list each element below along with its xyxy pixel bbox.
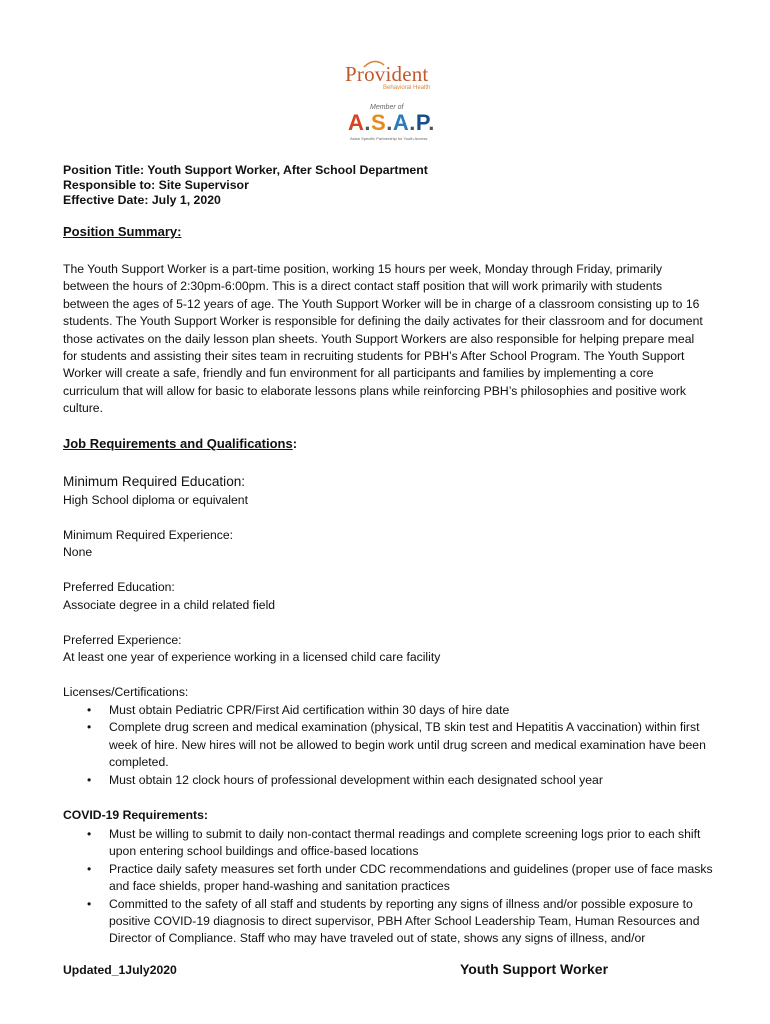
requirements-heading-colon: :	[292, 436, 298, 451]
asap-dot: .	[364, 110, 372, 135]
min-experience-value: None	[63, 545, 93, 559]
asap-dot: .	[386, 110, 393, 135]
bullet-icon: •	[87, 703, 92, 717]
asap-letter-s: S	[371, 110, 387, 135]
list-item-text: Complete drug screen and medical examination (physical, TB skin test and Hepatitis A vaccination) within first week of hire. New hires will not be allowed to begin work until drug screen and medical examination have been completed.	[109, 720, 706, 770]
asap-letter-a: A	[348, 110, 365, 135]
list-item-text: Committed to the safety of all staff and students by reporting any signs of illness and/or possible exposure to positive COVID-19 diagnosis to direct supervisor, PBH After School Leadership Team, Human Resources and Director of Compliance. Staff who may have traveled out of state, shows any signs of illness, and/or	[109, 896, 700, 946]
asap-logo	[348, 110, 435, 136]
list-item	[63, 826, 713, 861]
position-summary-heading: Position Summary:	[63, 224, 182, 239]
position-header	[63, 163, 428, 209]
footer-document-title: Youth Support Worker	[460, 961, 609, 977]
min-education-label: Minimum Required Education:	[63, 474, 246, 489]
min-experience-label: Minimum Required Experience:	[63, 528, 234, 542]
requirements-heading-wrap	[63, 436, 297, 451]
licenses-label: Licenses/Certifications:	[63, 685, 189, 699]
list-item-text: Practice daily safety measures set forth under CDC recommendations and guidelines (proper use of face masks and face shields, proper hand-washing and sanitation practices	[109, 861, 713, 894]
position-title: Position Title: Youth Support Worker, After School Department	[63, 163, 428, 177]
responsible-to: Responsible to: Site Supervisor	[63, 178, 249, 193]
min-education-value: High School diploma or equivalent	[63, 493, 248, 507]
list-item	[63, 896, 713, 948]
covid-heading: COVID-19 Requirements:	[63, 808, 208, 822]
list-item	[63, 719, 713, 771]
logo-area	[300, 60, 470, 150]
provident-logo-text: Provident	[345, 62, 429, 86]
asap-letter-p: P	[415, 110, 429, 135]
pref-education-value: Associate degree in a child related field	[63, 598, 276, 612]
member-of-label: Member of	[370, 104, 404, 111]
pref-experience-value: At least one year of experience working in a licensed child care facility	[63, 650, 441, 664]
pref-experience-label: Preferred Experience:	[63, 633, 182, 647]
asap-dot: .	[428, 110, 435, 135]
bullet-icon: •	[87, 896, 92, 911]
provident-logo	[345, 62, 455, 96]
list-item-text: Must obtain Pediatric CPR/First Aid certification within 30 days of hire date	[109, 703, 510, 717]
provident-logo-subtitle: Behavioral Health	[383, 85, 431, 91]
list-item-text: Must be willing to submit to daily non-contact thermal readings and complete screening logs prior to each shift upon entering school buildings and office-based locations	[109, 827, 701, 859]
bullet-icon: •	[87, 827, 92, 841]
list-item	[63, 702, 713, 719]
requirements-heading: Job Requirements and Qualifications	[63, 436, 293, 451]
bullet-icon: •	[87, 861, 92, 876]
asap-logo-subtitle: Asian Specific Partnership for Youth Access	[350, 136, 428, 141]
pref-education-label: Preferred Education:	[63, 580, 175, 594]
licenses-list	[63, 702, 713, 789]
list-item	[63, 861, 713, 896]
bullet-icon: •	[87, 720, 92, 735]
covid-list	[63, 826, 713, 948]
position-summary-text: The Youth Support Worker is a part-time position, working 15 hours per week, Monday through Friday, primarily between the hours of 2:30pm-6:00pm. This is a direct contact staff position that will work primarily with students between the ages of 5-12 years of age. The Youth Support Worker will be in charge of a classroom consisting up to 16 students. The Youth Support Worker is responsible for defining the daily activates for their classroom and for document those activates on the daily lesson plan sheets. Youth Support Workers are also responsible for helping prepare meal for students and assisting their sites team in recruiting students for PBH’s After School Program. The Youth Support Worker will create a safe, friendly and fun environment for all participants and families by implementing a core curriculum that will allow for basic to elaborate lessons plans while reinforcing PBH’s philosophies and positive work culture.	[63, 262, 703, 416]
list-item	[63, 772, 713, 789]
bullet-icon: •	[87, 772, 92, 787]
list-item-text: Must obtain 12 clock hours of professional development within each designated school year	[109, 772, 603, 787]
asap-letter-a2: A	[392, 110, 410, 135]
footer-updated: Updated_1July2020	[63, 963, 177, 977]
asap-dot: .	[409, 110, 416, 135]
effective-date: Effective Date: July 1, 2020	[63, 193, 221, 208]
